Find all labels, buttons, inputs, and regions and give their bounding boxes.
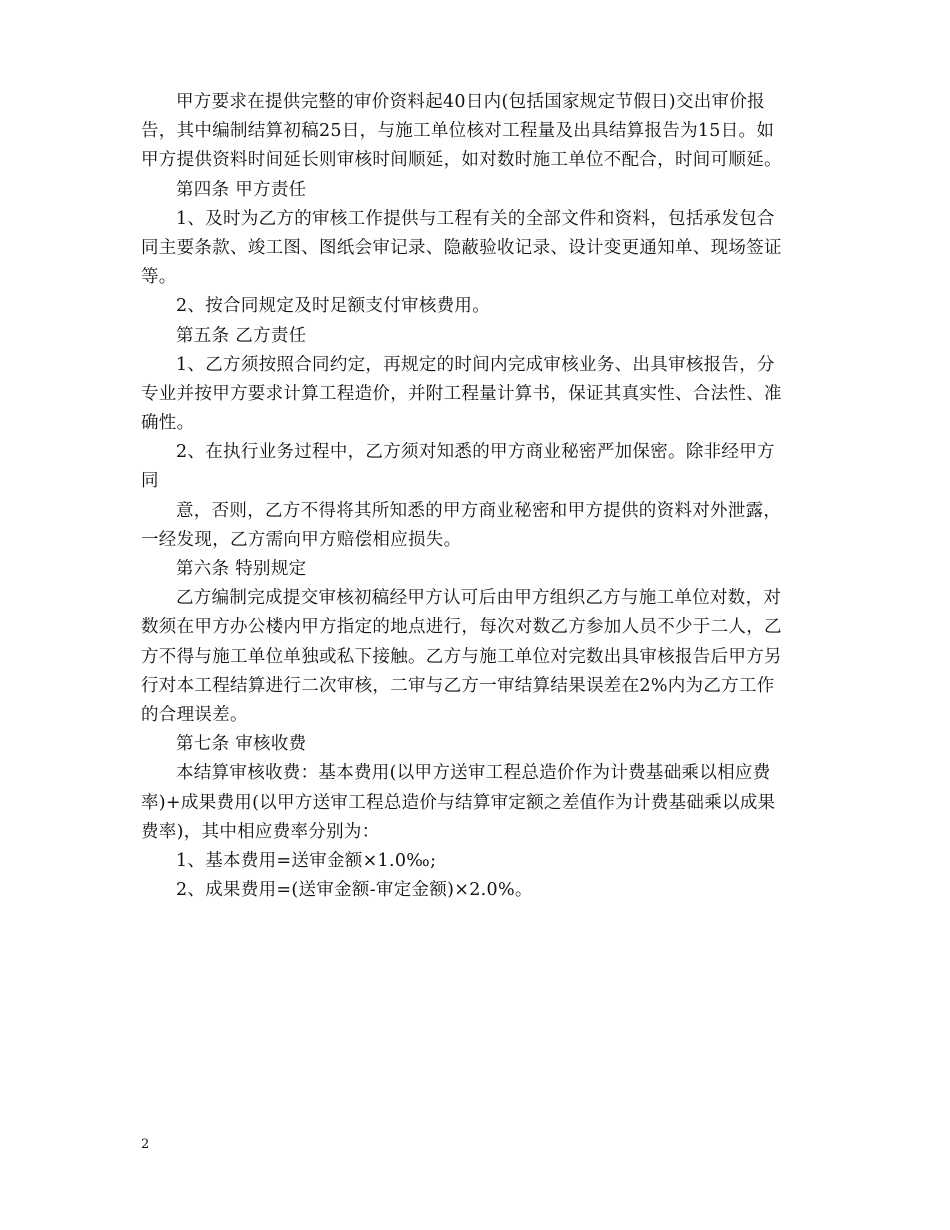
text-line: 第六条 特别规定 [176,559,307,579]
text-line: 数须在甲方办公楼内甲方指定的地点进行，每次对数乙方参加人员不少于二人，乙 [141,617,782,638]
text-line: 甲方提供资料时间延长则审核时间顺延，如对数时施工单位不配合，时间可顺延。 [141,150,782,171]
text-line: 第四条 甲方责任 [176,179,307,200]
page-number: 2 [141,1137,150,1152]
text-line: 确性。 [141,413,195,434]
text-line: 第七条 审核收费 [176,734,307,755]
text-line: 2、成果费用=(送审金额-审定金额)×2.0%。 [176,880,533,901]
text-line: 方不得与施工单位单独或私下接触。乙方与施工单位对完数出具审核报告后甲方另 [141,646,782,667]
text-line: 率)+成果费用(以甲方送审工程总造价与结算审定额之差值作为计费基础乘以成果 [141,792,776,813]
text-line: 等。 [141,267,177,288]
text-line: 意，否则，乙方不得将其所知悉的甲方商业秘密和甲方提供的资料对外泄露， [176,500,782,521]
text-line: 第五条 乙方责任 [176,325,307,346]
text-line: 告，其中编制结算初稿25日，与施工单位核对工程量及出具结算报告为15日。如 [141,121,775,142]
text-line: 本结算审核收费：基本费用(以甲方送审工程总造价作为计费基础乘以相应费 [176,763,771,784]
text-line: 1、及时为乙方的审核工作提供与工程有关的全部文件和资料，包括承发包合 [176,208,775,229]
document-body [141,88,811,905]
text-line: 乙方编制完成提交审核初稿经甲方认可后由甲方组织乙方与施工单位对数，对 [176,588,782,609]
text-line: 1、基本费用=送审金额×1.0‰; [176,850,437,871]
text-line: 一经发现，乙方需向甲方赔偿相应损失。 [141,529,462,550]
text-line: 甲方要求在提供完整的审价资料起40日内(包括国家规定节假日)交出审价报 [176,92,765,112]
text-line: 同 [141,471,159,492]
text-line: 1、乙方须按照合同约定，再规定的时间内完成审核业务、出具审核报告，分 [176,354,775,375]
text-line: 专业并按甲方要求计算工程造价，并附工程量计算书，保证其真实性、合法性、准 [141,383,782,404]
text-line: 2、按合同规定及时足额支付审核费用。 [176,296,491,317]
text-line: 同主要条款、竣工图、图纸会审记录、隐蔽验收记录、设计变更通知单、现场签证 [141,237,782,258]
text-line: 行对本工程结算进行二次审核，二审与乙方一审结算结果误差在2%内为乙方工作 [141,675,775,696]
text-line: 的合理误差。 [141,704,248,725]
text-line: 2、在执行业务过程中，乙方须对知悉的甲方商业秘密严加保密。除非经甲方 [176,442,775,463]
text-line: 费率)，其中相应费率分别为： [141,821,380,842]
